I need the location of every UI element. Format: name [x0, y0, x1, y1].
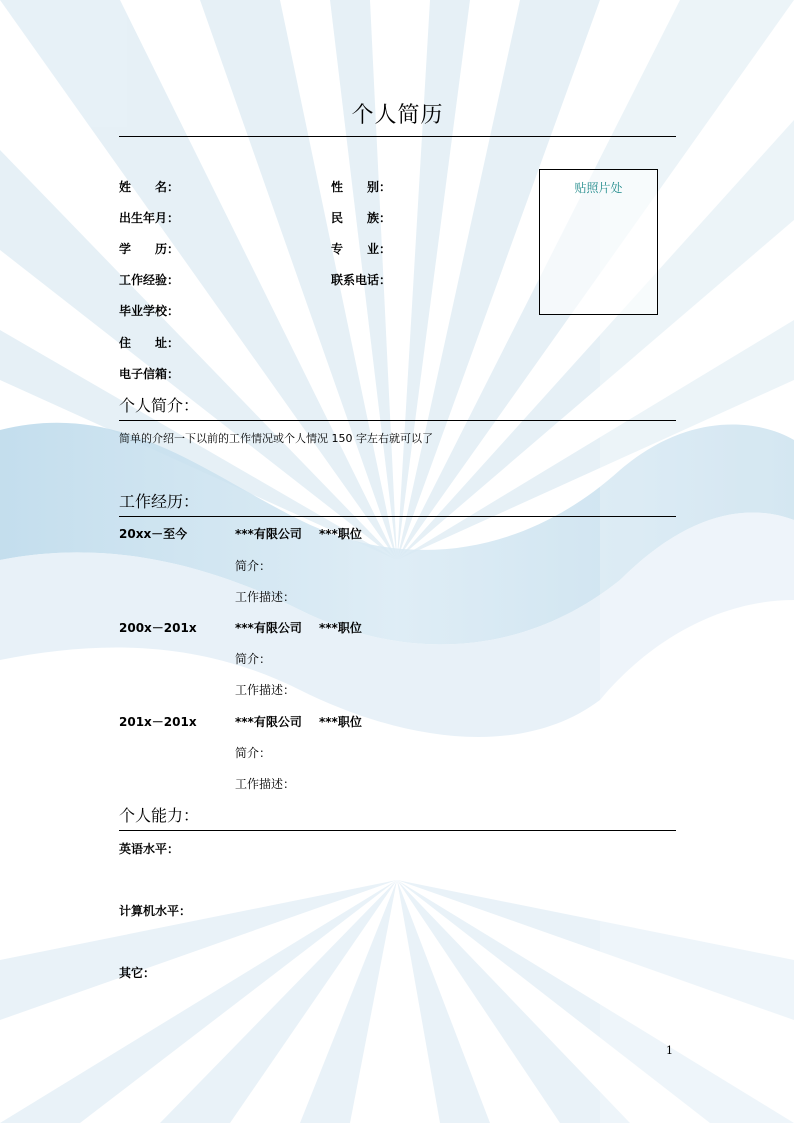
work-period: 20xx－至今 [119, 527, 188, 541]
ability-divider [119, 830, 676, 831]
field-name-label: 姓 名： [119, 180, 180, 194]
field-birth-label: 出生年月： [119, 211, 180, 225]
field-school-label: 毕业学校： [119, 304, 180, 318]
field-major-label: 专 业： [331, 242, 392, 256]
intro-divider [119, 420, 676, 421]
photo-placeholder-box [539, 169, 658, 315]
field-phone-label: 联系电话： [331, 273, 392, 287]
title-divider [119, 136, 676, 137]
work-heading: 工作经历： [119, 492, 200, 511]
work-divider [119, 516, 676, 517]
field-ethnicity-label: 民 族： [331, 211, 392, 225]
work-position: ***职位 [319, 715, 362, 729]
work-period: 201x－201x [119, 715, 197, 729]
work-summary: 简介： [235, 559, 272, 573]
work-description: 工作描述： [235, 683, 296, 697]
work-summary: 简介： [235, 652, 272, 666]
field-email-label: 电子信箱： [119, 367, 180, 381]
work-company: ***有限公司 [235, 621, 302, 635]
work-company: ***有限公司 [235, 715, 302, 729]
computer-level-label: 计算机水平： [119, 904, 192, 918]
intro-heading: 个人简介： [119, 396, 200, 415]
other-label: 其它： [119, 966, 156, 980]
work-description: 工作描述： [235, 777, 296, 791]
field-education-label: 学 历： [119, 242, 180, 256]
field-gender-label: 性 别： [331, 180, 392, 194]
work-company: ***有限公司 [235, 527, 302, 541]
english-level-label: 英语水平： [119, 842, 180, 856]
page-number: 1 [666, 1044, 673, 1057]
work-period: 200x－201x [119, 621, 197, 635]
page-title: 个人简历 [351, 103, 444, 128]
work-position: ***职位 [319, 621, 362, 635]
work-position: ***职位 [319, 527, 362, 541]
work-summary: 简介： [235, 746, 272, 760]
intro-text: 简单的介绍一下以前的工作情况或个人情况 150 字左右就可以了 [119, 432, 433, 445]
field-address-label: 住 址： [119, 336, 180, 350]
work-description: 工作描述： [235, 590, 296, 604]
photo-placeholder-label: 贴照片处 [574, 181, 623, 195]
field-experience-label: 工作经验： [119, 273, 180, 287]
ability-heading: 个人能力： [119, 806, 200, 825]
